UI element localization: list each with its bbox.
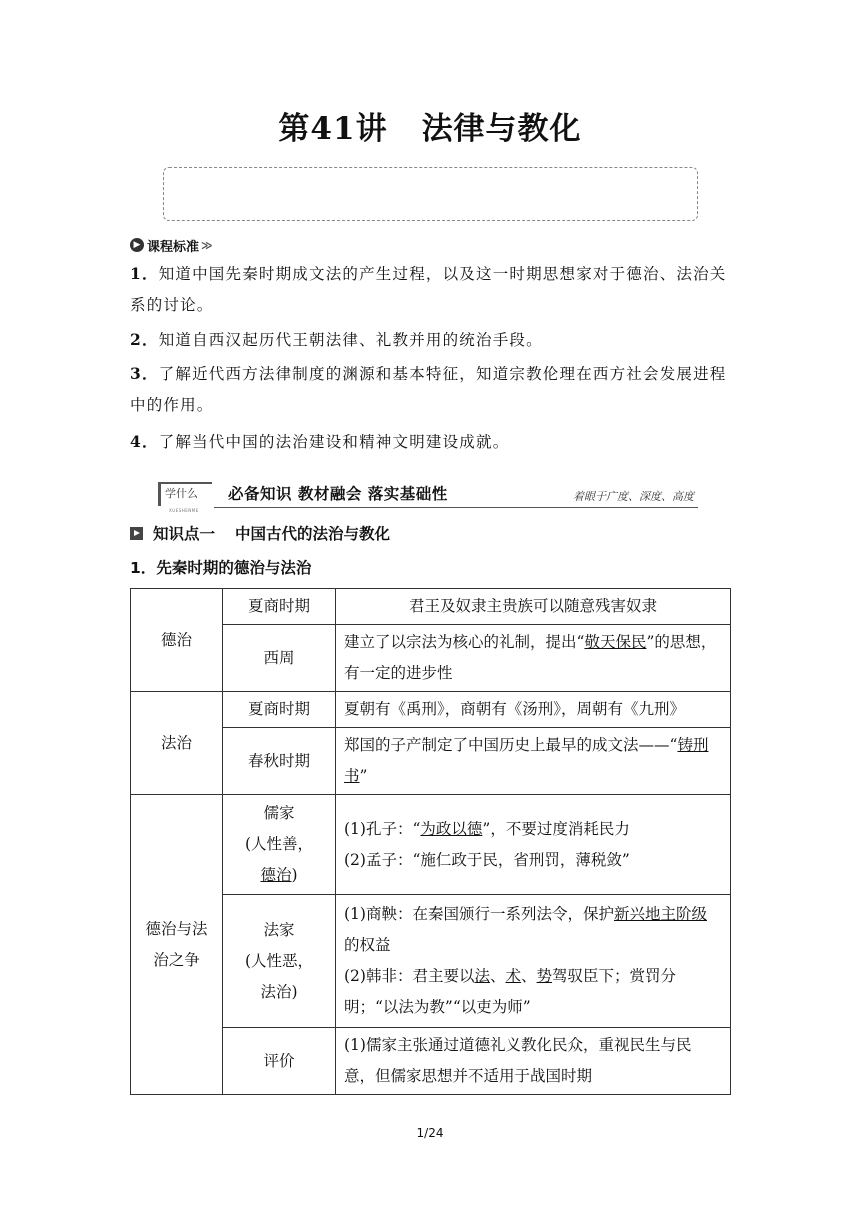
- banner-logo: 学什么 XUESHENME: [158, 482, 212, 506]
- section-heading: 1．先秦时期的德治与法治: [130, 559, 312, 577]
- standard-item-3: 3．了解近代西方法律制度的渊源和基本特征，知道宗教伦理在西方社会发展进程中的作用。: [130, 364, 727, 414]
- school-cell: 法家 (人性恶， 法治): [223, 895, 336, 1028]
- governance-table: [130, 588, 731, 1095]
- period-cell: 夏商时期: [223, 589, 336, 625]
- content-cell: 君王及奴隶主贵族可以随意残害奴隶: [336, 589, 731, 625]
- course-standards-heading: ▶ 课程标准 ≫: [130, 236, 213, 254]
- period-cell: 春秋时期: [223, 728, 336, 795]
- category-cell: 德治: [131, 589, 223, 692]
- empty-dashed-box: [163, 167, 698, 221]
- banner-underline: [214, 507, 698, 508]
- section-banner: [158, 482, 698, 513]
- content-cell: (1)儒家主张通过道德礼义教化民众，重视民生与民意，但儒家思想并不适用于战国时期: [336, 1028, 731, 1095]
- table-row: [131, 795, 731, 895]
- page-title: 第41讲 法律与教化: [278, 111, 582, 147]
- standard-item-1: 1．知道中国先秦时期成文法的产生过程，以及这一时期思想家对于德治、法治关系的讨论。: [130, 264, 727, 314]
- play-square-icon: [130, 527, 143, 540]
- banner-tagline: 着眼于广度、深度、高度: [573, 490, 694, 503]
- table-row: [131, 589, 731, 625]
- content-cell: (1)商鞅：在秦国颁行一系列法令，保护新兴地主阶级的权益 (2)韩非：君主要以法、术、势驾驭臣下；赏罚分明；“以法为教”“以吏为师”: [336, 895, 731, 1028]
- content-cell: (1)孔子：“为政以德”，不要过度消耗民力 (2)孟子：“施仁政于民，省刑罚，薄税敛”: [336, 795, 731, 895]
- double-chevron-icon: ≫: [201, 238, 213, 252]
- standard-item-2: 2．知道自西汉起历代王朝法律、礼教并用的统治手段。: [130, 330, 543, 349]
- content-cell: 郑国的子产制定了中国历史上最早的成文法——“铸刑书”: [336, 728, 731, 795]
- banner-slogan: 必备知识 教材融会 落实基础性: [228, 485, 448, 503]
- standard-item-4: 4．了解当代中国的法治建设和精神文明建设成就。: [130, 432, 510, 451]
- content-cell: 建立了以宗法为核心的礼制，提出“敬天保民”的思想，有一定的进步性: [336, 625, 731, 692]
- school-cell: 儒家 (人性善， 德治): [223, 795, 336, 895]
- content-cell: 夏朝有《禹刑》，商朝有《汤刑》，周朝有《九刑》: [336, 692, 731, 728]
- table-row: [131, 692, 731, 728]
- period-cell: 夏商时期: [223, 692, 336, 728]
- category-cell: 法治: [131, 692, 223, 795]
- page-number: 1/24: [416, 1126, 444, 1140]
- category-cell: 德治与法治之争: [131, 795, 223, 1095]
- school-cell: 评价: [223, 1028, 336, 1095]
- knowledge-point-heading: 知识点一 中国古代的法治与教化: [130, 522, 390, 544]
- period-cell: 西周: [223, 625, 336, 692]
- play-icon: ▶: [130, 238, 144, 252]
